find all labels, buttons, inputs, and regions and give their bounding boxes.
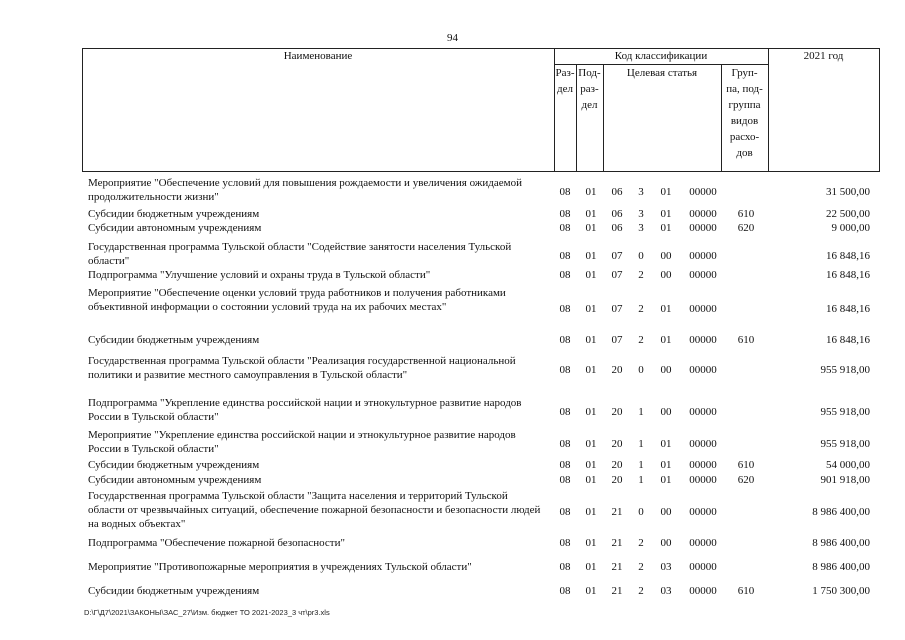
row-name: Субсидии бюджетным учреждениям [88, 585, 260, 597]
table-row [0, 536, 905, 550]
row-subsection: 01 [585, 303, 597, 315]
header-subsection: Под- раз- дел [578, 67, 601, 111]
row-amount: 16 848,16 [826, 303, 870, 315]
row-subsection: 01 [585, 474, 597, 486]
row-subsection: 01 [585, 459, 597, 471]
row-section: 08 [559, 459, 571, 471]
row-t4: 00000 [689, 303, 717, 315]
row-t2: 1 [638, 459, 644, 471]
table-row [0, 428, 905, 456]
row-t4: 00000 [689, 208, 717, 220]
file-path: D:\Г\Д7\2021\ЗАКОНЫ\ЗАС_27\Изм. бюджет ТО 2021-2023_3 чт\pr3.xls [84, 608, 330, 617]
row-subsection: 01 [585, 438, 597, 450]
row-t3: 00 [660, 269, 672, 281]
row-subsection: 01 [585, 208, 597, 220]
table-row [0, 354, 905, 382]
row-section: 08 [559, 250, 571, 262]
row-t3: 01 [660, 459, 672, 471]
row-t4: 00000 [689, 250, 717, 262]
row-section: 08 [559, 269, 571, 281]
row-t1: 20 [611, 459, 623, 471]
row-t1: 21 [611, 506, 623, 518]
row-amount: 22 500,00 [826, 208, 870, 220]
row-amount: 955 918,00 [820, 406, 870, 418]
row-t1: 06 [611, 208, 623, 220]
page-number: 94 [447, 32, 458, 44]
row-t3: 00 [660, 406, 672, 418]
table-row [0, 176, 905, 204]
row-t4: 00000 [689, 364, 717, 376]
row-name: Подпрограмма "Укрепление единства российской нации и этнокультурное развитие народов России в Тульской области" [88, 397, 522, 423]
row-t3: 01 [660, 334, 672, 346]
row-amount: 901 918,00 [820, 474, 870, 486]
row-t1: 07 [611, 250, 623, 262]
row-section: 08 [559, 364, 571, 376]
row-subsection: 01 [585, 585, 597, 597]
table-row [0, 207, 905, 221]
row-amount: 9 000,00 [831, 222, 870, 234]
row-t4: 00000 [689, 269, 717, 281]
row-section: 08 [559, 474, 571, 486]
row-t3: 03 [660, 561, 672, 573]
row-amount: 16 848,16 [826, 250, 870, 262]
row-name: Субсидии бюджетным учреждениям [88, 334, 260, 346]
row-amount: 8 986 400,00 [812, 506, 870, 518]
row-t3: 01 [660, 186, 672, 198]
row-t3: 01 [660, 208, 672, 220]
row-subsection: 01 [585, 506, 597, 518]
row-name: Субсидии автономным учреждениям [88, 474, 262, 486]
row-section: 08 [559, 208, 571, 220]
row-name: Мероприятие "Обеспечение условий для повышения рождаемости и увеличения ожидаемой продолжительности жизни" [88, 177, 523, 203]
row-t1: 07 [611, 334, 623, 346]
row-t2: 0 [638, 364, 644, 376]
row-t1: 06 [611, 222, 623, 234]
table-row [0, 560, 905, 574]
row-t2: 2 [638, 269, 644, 281]
row-group: 610 [737, 334, 755, 346]
row-amount: 955 918,00 [820, 364, 870, 376]
row-t1: 21 [611, 561, 623, 573]
row-amount: 16 848,16 [826, 334, 870, 346]
row-subsection: 01 [585, 269, 597, 281]
table-row [0, 268, 905, 282]
row-name: Подпрограмма "Обеспечение пожарной безопасности" [88, 537, 345, 549]
table-row [0, 584, 905, 598]
row-subsection: 01 [585, 250, 597, 262]
row-t4: 00000 [689, 222, 717, 234]
row-t2: 2 [638, 303, 644, 315]
row-t2: 1 [638, 406, 644, 418]
header-section: Раз- дел [555, 67, 575, 95]
row-group: 610 [737, 459, 755, 471]
table-row [0, 333, 905, 347]
header-target-article: Целевая статья [626, 67, 698, 79]
row-name: Субсидии автономным учреждениям [88, 222, 262, 234]
row-t2: 2 [638, 561, 644, 573]
row-section: 08 [559, 222, 571, 234]
row-t3: 00 [660, 364, 672, 376]
row-t3: 01 [660, 303, 672, 315]
row-t1: 20 [611, 474, 623, 486]
row-t4: 00000 [689, 506, 717, 518]
row-section: 08 [559, 506, 571, 518]
row-t1: 06 [611, 186, 623, 198]
row-t3: 01 [660, 438, 672, 450]
row-t1: 07 [611, 303, 623, 315]
row-t2: 2 [638, 585, 644, 597]
row-section: 08 [559, 303, 571, 315]
row-section: 08 [559, 537, 571, 549]
row-amount: 1 750 300,00 [812, 585, 870, 597]
row-t2: 2 [638, 334, 644, 346]
row-t4: 00000 [689, 537, 717, 549]
row-t4: 00000 [689, 406, 717, 418]
header-classification: Код классификации [614, 50, 708, 62]
row-amount: 955 918,00 [820, 438, 870, 450]
header-year: 2021 год [803, 50, 844, 62]
table-row [0, 489, 905, 531]
row-section: 08 [559, 561, 571, 573]
row-t1: 20 [611, 406, 623, 418]
table-row [0, 286, 905, 328]
row-t2: 2 [638, 537, 644, 549]
row-t2: 0 [638, 250, 644, 262]
row-name: Государственная программа Тульской области "Защита населения и территорий Тульской области от чрезвычайных ситуаций, обеспечение пожарной безопасности и безопасности людей на водных объектах" [88, 490, 541, 530]
row-amount: 8 986 400,00 [812, 537, 870, 549]
row-t2: 3 [638, 222, 644, 234]
row-amount: 54 000,00 [826, 459, 870, 471]
row-section: 08 [559, 438, 571, 450]
row-group: 610 [737, 585, 755, 597]
row-section: 08 [559, 334, 571, 346]
row-group: 610 [737, 208, 755, 220]
table-row [0, 396, 905, 424]
row-t4: 00000 [689, 438, 717, 450]
row-t3: 00 [660, 506, 672, 518]
row-t4: 00000 [689, 459, 717, 471]
row-name: Государственная программа Тульской области "Реализация государственной национальной политики и развитие местного самоуправления в Тульской области" [88, 355, 516, 381]
row-t1: 21 [611, 585, 623, 597]
row-group: 620 [737, 222, 755, 234]
row-subsection: 01 [585, 186, 597, 198]
row-subsection: 01 [585, 406, 597, 418]
row-t1: 20 [611, 364, 623, 376]
row-t4: 00000 [689, 561, 717, 573]
row-subsection: 01 [585, 537, 597, 549]
row-t4: 00000 [689, 186, 717, 198]
row-t2: 1 [638, 438, 644, 450]
table-row [0, 458, 905, 472]
row-name: Мероприятие "Обеспечение оценки условий труда работников и получения работниками объективной информации о состоянии условий труда на их рабочих местах" [88, 287, 506, 313]
row-amount: 31 500,00 [826, 186, 870, 198]
row-subsection: 01 [585, 561, 597, 573]
row-amount: 16 848,16 [826, 269, 870, 281]
row-t4: 00000 [689, 334, 717, 346]
row-section: 08 [559, 585, 571, 597]
row-t4: 00000 [689, 474, 717, 486]
row-subsection: 01 [585, 222, 597, 234]
row-t3: 01 [660, 222, 672, 234]
row-t1: 07 [611, 269, 623, 281]
row-name: Субсидии бюджетным учреждениям [88, 459, 260, 471]
row-name: Мероприятие "Укрепление единства российской нации и этнокультурное развитие народов России в Тульской области" [88, 429, 516, 455]
row-name: Субсидии бюджетным учреждениям [88, 208, 260, 220]
row-amount: 8 986 400,00 [812, 561, 870, 573]
row-name: Подпрограмма "Улучшение условий и охраны труда в Тульской области" [88, 269, 431, 281]
row-name: Мероприятие "Противопожарные мероприятия в учреждениях Тульской области" [88, 561, 472, 573]
row-t3: 03 [660, 585, 672, 597]
row-subsection: 01 [585, 334, 597, 346]
row-t3: 01 [660, 474, 672, 486]
row-t3: 00 [660, 250, 672, 262]
row-t1: 21 [611, 537, 623, 549]
row-t2: 3 [638, 186, 644, 198]
row-t2: 0 [638, 506, 644, 518]
table-row [0, 240, 905, 268]
row-t3: 00 [660, 537, 672, 549]
row-group: 620 [737, 474, 755, 486]
table-row [0, 473, 905, 487]
row-section: 08 [559, 186, 571, 198]
row-name: Государственная программа Тульской области "Содействие занятости населения Тульской области" [88, 241, 512, 267]
row-t2: 3 [638, 208, 644, 220]
table-row [0, 221, 905, 235]
header-name: Наименование [283, 50, 353, 62]
row-subsection: 01 [585, 364, 597, 376]
row-t1: 20 [611, 438, 623, 450]
row-section: 08 [559, 406, 571, 418]
row-t4: 00000 [689, 585, 717, 597]
row-t2: 1 [638, 474, 644, 486]
header-group: Груп- па, под- группа видов расхо- дов [726, 67, 763, 159]
